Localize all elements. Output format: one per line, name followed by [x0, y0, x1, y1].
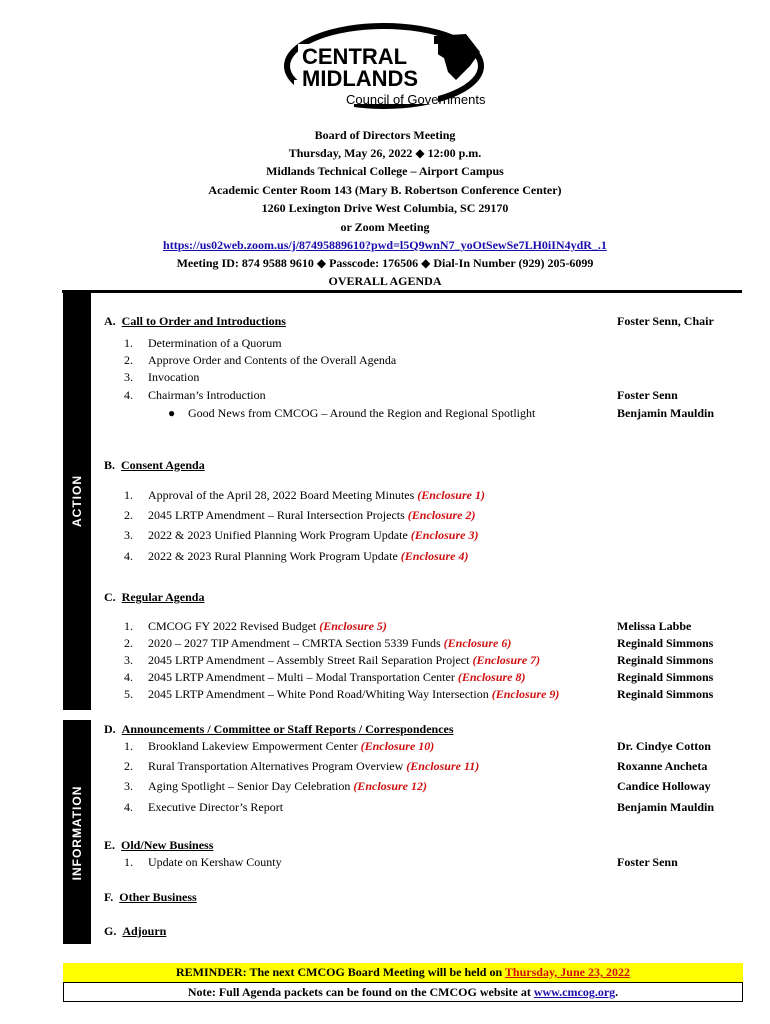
item-presenter: Melissa Labbe: [617, 619, 692, 633]
cmcog-logo: [284, 22, 494, 114]
list-item: 2.: [124, 636, 133, 650]
enclosure-link: (Enclosure 3): [410, 528, 479, 542]
enclosure-link: (Enclosure 7): [472, 653, 541, 667]
list-item: 1.: [124, 855, 133, 869]
information-label: INFORMATION: [70, 785, 84, 881]
agenda-note: Note: Full Agenda packets can be found on the CMCOG website at www.cmcog.org.: [63, 982, 743, 1002]
list-item-text: Approval of the April 28, 2022 Board Meeting Minutes (Enclosure 1): [148, 488, 485, 502]
list-item: 5.: [124, 687, 133, 701]
section-e-heading: E. Old/New Business: [104, 838, 214, 852]
list-item: 1.: [124, 619, 133, 633]
list-item-text: Update on Kershaw County: [148, 855, 282, 869]
next-meeting-date: Thursday, June 23, 2022: [504, 965, 630, 979]
meeting-datetime: Thursday, May 26, 2022 ◆ 12:00 p.m.: [288, 146, 482, 160]
item-presenter: Reginald Simmons: [617, 636, 714, 650]
list-item-text: CMCOG FY 2022 Revised Budget (Enclosure 5): [148, 619, 387, 633]
list-item-text: Determination of a Quorum: [148, 336, 282, 350]
item-presenter: Benjamin Mauldin: [617, 800, 715, 814]
zoom-link[interactable]: https://us02web.zoom.us/j/87495889610?pwd=l5Q9wnN7_yoOtSewSe7LH0iIN4ydR_.1: [163, 238, 607, 252]
item-presenter: Roxanne Ancheta: [617, 759, 708, 773]
meeting-location: Midlands Technical College – Airport Campus: [266, 164, 504, 178]
item-presenter: Reginald Simmons: [617, 687, 714, 701]
section-f-heading: F. Other Business: [104, 890, 197, 904]
enclosure-link: (Enclosure 9): [491, 687, 560, 701]
list-item-text: Approve Order and Contents of the Overall Agenda: [148, 353, 397, 367]
bullet-icon: ●: [168, 406, 176, 420]
item-presenter: Dr. Cindye Cotton: [617, 739, 711, 753]
bullet-item-text: Good News from CMCOG – Around the Region and Regional Spotlight: [188, 406, 536, 420]
logo-line3: Council of Governments: [346, 92, 486, 107]
section-d-heading: D. Announcements / Committee or Staff Reports / Correspondences: [104, 722, 454, 736]
list-item: 4.: [124, 800, 133, 814]
bullet-presenter: Benjamin Mauldin: [617, 406, 715, 420]
item-presenter: Foster Senn: [617, 388, 678, 402]
list-item: 1.: [124, 488, 133, 502]
list-item-text: Brookland Lakeview Empowerment Center (Enclosure 10): [148, 739, 435, 753]
section-a-heading: A. Call to Order and Introductions: [104, 314, 286, 328]
list-item-text: Aging Spotlight – Senior Day Celebration (Enclosure 12): [148, 779, 427, 793]
website-link[interactable]: www.cmcog.org: [533, 985, 616, 999]
list-item-text: 2022 & 2023 Unified Planning Work Program Update (Enclosure 3): [148, 528, 479, 542]
enclosure-link: (Enclosure 6): [443, 636, 512, 650]
item-presenter: Candice Holloway: [617, 779, 711, 793]
list-item-text: 2045 LRTP Amendment – Multi – Modal Transportation Center (Enclosure 8): [148, 670, 526, 684]
list-item-text: Chairman’s Introduction: [148, 388, 266, 402]
enclosure-link: (Enclosure 1): [417, 488, 485, 502]
list-item: 4.: [124, 388, 133, 402]
header-rule: [62, 290, 742, 293]
agenda-title: OVERALL AGENDA: [328, 274, 442, 288]
enclosure-link: (Enclosure 5): [319, 619, 387, 633]
section-c-heading: C. Regular Agenda: [104, 590, 205, 604]
item-presenter: Reginald Simmons: [617, 670, 714, 684]
reminder-banner: REMINDER: The next CMCOG Board Meeting will be held on Thursday, June 23, 2022: [63, 963, 743, 982]
enclosure-link: (Enclosure 8): [457, 670, 526, 684]
list-item: 2.: [124, 759, 133, 773]
action-label: ACTION: [70, 475, 84, 527]
list-item-text: Invocation: [148, 370, 200, 384]
enclosure-link: (Enclosure 2): [407, 508, 476, 522]
list-item: 3.: [124, 370, 133, 384]
enclosure-link: (Enclosure 12): [353, 779, 427, 793]
list-item: 4.: [124, 549, 133, 563]
item-presenter: Reginald Simmons: [617, 653, 714, 667]
list-item-text: Executive Director’s Report: [148, 800, 284, 814]
list-item: 1.: [124, 336, 133, 350]
list-item: 1.: [124, 739, 133, 753]
zoom-label: or Zoom Meeting: [340, 220, 430, 234]
list-item-text: 2045 LRTP Amendment – White Pond Road/Whiting Way Intersection (Enclosure 9): [148, 687, 560, 701]
list-item-text: 2022 & 2023 Rural Planning Work Program Update (Enclosure 4): [148, 549, 469, 563]
list-item: 3.: [124, 528, 133, 542]
list-item: 2.: [124, 353, 133, 367]
list-item-text: Rural Transportation Alternatives Program Overview (Enclosure 11): [148, 759, 480, 773]
logo-line1: CENTRAL: [302, 44, 408, 69]
list-item: 2.: [124, 508, 133, 522]
meeting-info: Meeting ID: 874 9588 9610 ◆ Passcode: 176506 ◆ Dial-In Number (929) 205-6099: [176, 256, 594, 270]
list-item-text: 2020 – 2027 TIP Amendment – CMRTA Section 5339 Funds (Enclosure 6): [148, 636, 512, 650]
enclosure-link: (Enclosure 4): [400, 549, 469, 563]
enclosure-link: (Enclosure 11): [406, 759, 480, 773]
section-g-heading: G. Adjourn: [104, 924, 167, 938]
section-a-presenter: Foster Senn, Chair: [617, 314, 714, 328]
meeting-address: 1260 Lexington Drive West Columbia, SC 29170: [261, 201, 509, 215]
list-item: 3.: [124, 653, 133, 667]
south-carolina-icon: [434, 34, 480, 80]
enclosure-link: (Enclosure 10): [360, 739, 435, 753]
section-b-heading: B. Consent Agenda: [104, 458, 205, 472]
list-item: 3.: [124, 779, 133, 793]
list-item: 4.: [124, 670, 133, 684]
list-item-text: 2045 LRTP Amendment – Rural Intersection Projects (Enclosure 2): [148, 508, 476, 522]
meeting-title: Board of Directors Meeting: [314, 128, 456, 142]
list-item-text: 2045 LRTP Amendment – Assembly Street Rail Separation Project (Enclosure 7): [148, 653, 541, 667]
meeting-room: Academic Center Room 143 (Mary B. Robertson Conference Center): [208, 183, 562, 197]
item-presenter: Foster Senn: [617, 855, 678, 869]
logo-line2: MIDLANDS: [302, 66, 419, 91]
